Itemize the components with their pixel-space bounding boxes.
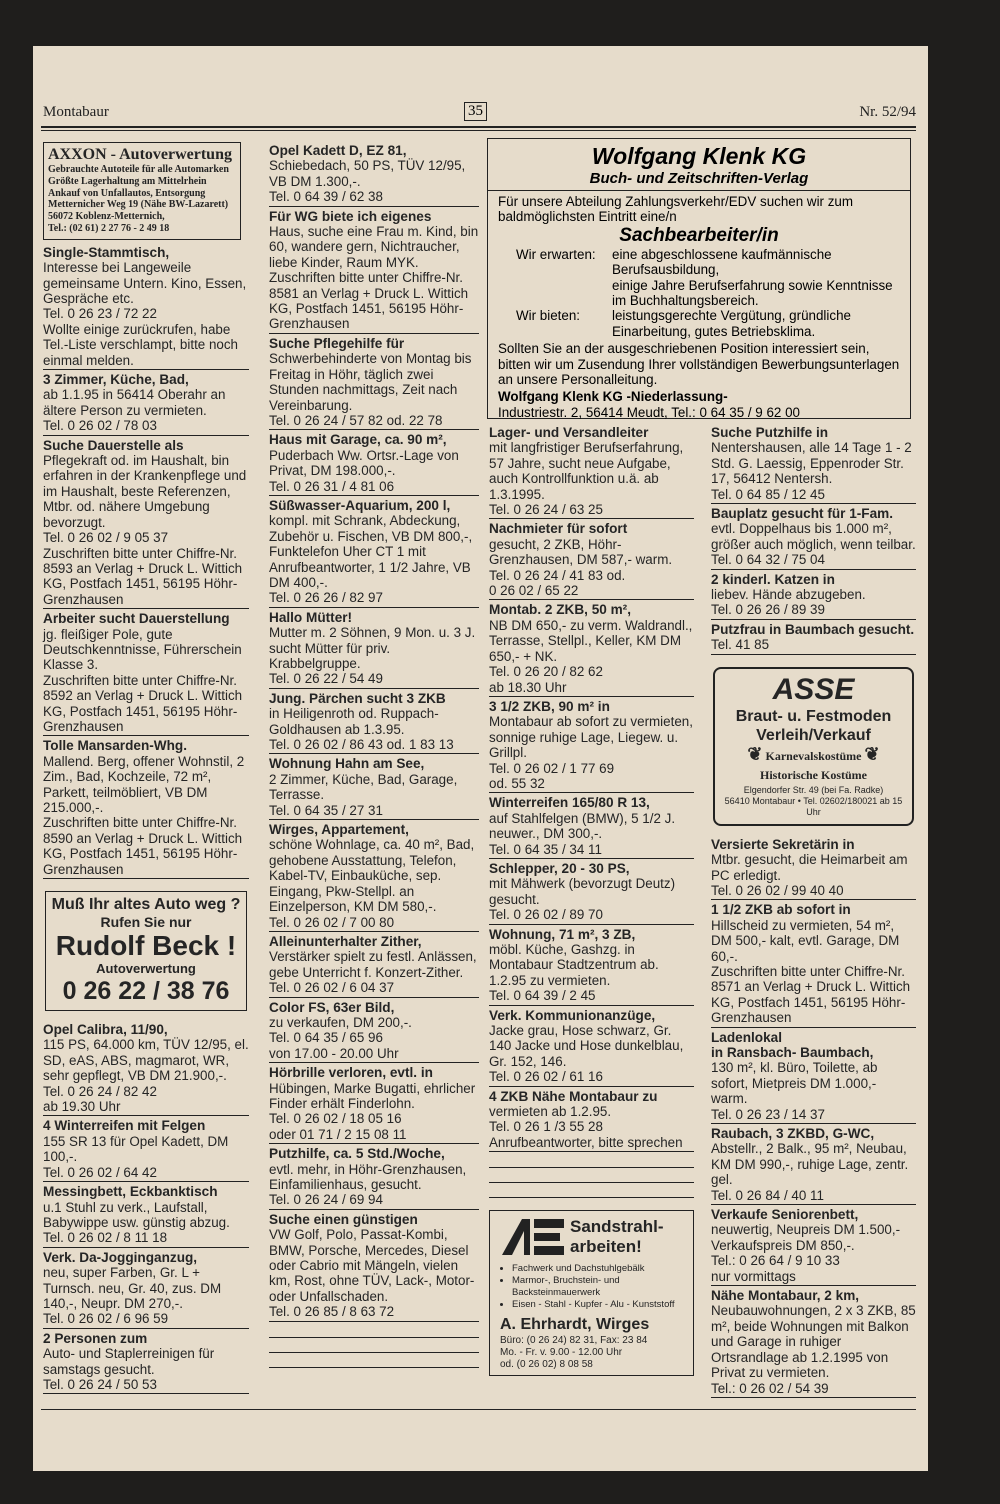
classified-ad	[711, 1125, 916, 1205]
ad-title: 2 Personen zum	[43, 1330, 148, 1346]
ad-body: evtl. Doppelhaus bis 1.000 m², größer auch möglich, wenn teilbar. Tel. 0 64 32 / 75 04	[711, 521, 916, 568]
axxon-title: AXXON - Autoverwertung	[48, 146, 232, 163]
ad-body: VW Golf, Polo, Passat-Kombi, BMW, Porsche, Mercedes, Diesel oder Cabrio mit Mängeln, vielen km, Rost, ohne TÜV, Lack-, Motor- oder Unfallschaden. Tel. 0 26 85 / 8 63 72	[269, 1227, 475, 1320]
ad-body: schöne Wohnlage, ca. 40 m², Bad, gehobene Ausstattung, Telefon, Kabel-TV, Einbauküche, sep. Eingang, Pkw-Stellpl. an Einzelperson, KM DM 580,-. Tel. 0 26 02 / 7 00 80	[269, 837, 475, 930]
classified-ad	[269, 335, 479, 430]
ad-title: Lager- und Versandleiter	[489, 425, 649, 440]
ad-title: Verkaufe Seniorenbett,	[711, 1207, 859, 1223]
ad-body: 115 PS, 64.000 km, TÜV 12/95, el. SD, eAS, ABS, magmarot, WR, sehr gepflegt, VB DM 21.900,-. Tel. 0 26 24 / 82 42 ab 19.30 Uhr	[43, 1037, 249, 1115]
ad-body: zu verkaufen, DM 200,-. Tel. 0 64 35 / 65 96 von 17.00 - 20.00 Uhr	[269, 1014, 412, 1061]
ad-body: Schiebedach, 50 PS, TÜV 12/95, VB DM 1.300,-. Tel. 0 64 39 / 62 38	[269, 158, 466, 205]
header-rule	[41, 126, 916, 128]
klenk-offer-row	[488, 308, 910, 339]
ad-title: Arbeiter sucht Dauerstellung	[43, 611, 230, 627]
ad-body: kompl. mit Schrank, Abdeckung, Zubehör u. Fischen, VB DM 800,-, Funktelefon Uher CT 1 mit Anrufbeantworter, 1 1/2 Jahre, VB DM 400,-. Tel. 0 26 26 / 82 97	[269, 513, 473, 606]
asse-costumes	[719, 745, 908, 766]
ad-title: 3 1/2 ZKB, 90 m² in	[489, 698, 610, 714]
ad-title: Wohnung Hahn am See,	[269, 756, 425, 772]
ad-body: vermieten ab 1.2.95. Tel. 0 26 1 /3 55 28 Anrufbeantworter, bitte sprechen	[489, 1104, 683, 1150]
classified-ad	[269, 208, 479, 334]
sandstrahl-ad	[489, 1210, 694, 1376]
classified-ad	[43, 610, 249, 736]
beck-line1: Muß Ihr altes Auto weg ?	[51, 896, 241, 914]
issue-number: Nr. 52/94	[859, 104, 916, 120]
classified-ad	[711, 901, 916, 1027]
ad-body: gesucht, 2 ZKB, Höhr-Grenzhausen, DM 587,- warm. Tel. 0 26 24 / 41 83 od. 0 26 02 / 65 22	[489, 536, 673, 599]
ad-title: Montab. 2 ZKB, 50 m²,	[489, 602, 631, 618]
ad-title: Suche einen günstigen	[269, 1211, 418, 1227]
classified-ad	[489, 794, 694, 859]
classified-ad	[43, 1183, 249, 1248]
rose-icon: ❦	[747, 743, 763, 764]
ad-body: Schwerbehinderte von Montag bis Freitag in Höhr, täglich zwei Stunden nachmittags, Zeit nach Vereinbarung. Tel. 0 26 24 / 57 82 od. 22 78	[269, 351, 472, 428]
ad-title: Jung. Pärchen sucht 3 ZKB	[269, 690, 446, 706]
column-3	[489, 424, 694, 1376]
sandstrahl-header	[500, 1217, 683, 1257]
ad-title: Tolle Mansarden-Whg.	[43, 738, 187, 754]
classified-ad	[489, 1088, 694, 1153]
beck-name: Rudolf Beck !	[55, 930, 237, 962]
classified-ad	[269, 755, 479, 820]
classified-ad	[489, 424, 694, 519]
classified-ad	[711, 505, 916, 570]
blank-line	[269, 1323, 479, 1338]
asse-phone: 56410 Montabaur • Tel. 02602/180021 ab 15 Uhr	[724, 795, 903, 817]
newspaper-page	[33, 46, 928, 1471]
classified-ad	[269, 1211, 479, 1322]
classified-ad	[489, 926, 694, 1006]
classified-ad	[711, 1287, 916, 1398]
ad-title: 4 ZKB Nähe Montabaur zu	[489, 1088, 658, 1104]
ad-title: 2 kinderl. Katzen in	[711, 571, 835, 587]
ae-logo-icon	[500, 1217, 570, 1257]
ad-body: neuwertig, Neupreis DM 1.500,-Verkaufspreis DM 850,-. Tel.: 0 26 64 / 9 10 33 nur vormittags	[711, 1222, 901, 1284]
classified-ad	[711, 424, 916, 504]
ad-title: 4 Winterreifen mit Felgen	[43, 1118, 206, 1134]
klenk-firm: Wolfgang Klenk KG -Niederlassung-	[498, 389, 728, 405]
ad-body: 155 SR 13 für Opel Kadett, DM 100,-. Tel. 0 26 02 / 64 42	[43, 1133, 229, 1180]
ad-body: in Heiligenroth od. Ruppach-Goldhausen ab 1.3.95. Tel. 0 26 02 / 86 43 od. 1 83 13	[269, 706, 454, 753]
classified-ad	[711, 1029, 916, 1124]
list-item: • Marmor-, Bruchstein- und Backsteinmauerwerk	[512, 1275, 683, 1299]
list-item: • Eisen - Stahl - Kupfer - Alu - Kunststoff	[512, 1299, 683, 1311]
classified-ad	[269, 431, 479, 496]
classified-ad	[43, 1117, 249, 1182]
sandstrahl-list	[500, 1263, 683, 1311]
ad-body: Mallend. Berg, offener Wohnstil, 2 Zim., Bad, Kochzeile, 72 m², Parkett, teilmöbliert, VB DM 215.000,-. Zuschriften bitte unter Chiffre-Nr. 8590 an Verlag + Druck L. Wittich KG, Postfach 1451, 56195 Höhr-Grenzhausen	[43, 753, 245, 877]
ad-body: Hillscheid zu vermieten, 54 m², DM 500,- kalt, evtl. Garage, DM 60,-. Zuschriften bitte unter Chiffre-Nr. 8571 an Verlag + Druck L. Wittich KG, Postfach 1451, 56195 Höhr-Grenzhausen	[711, 917, 911, 1026]
header-town: Montabaur	[43, 104, 109, 120]
ad-title: Ladenlokal in Ransbach- Baumbach,	[711, 1029, 874, 1060]
asse-line2: Verleih/Verkauf	[756, 726, 871, 744]
klenk-subtitle: Buch- und Zeitschriften-Verlag	[488, 170, 910, 191]
ad-title: Bauplatz gesucht für 1-Fam.	[711, 506, 894, 522]
ad-title: Hörbrille verloren, evtl. in	[269, 1065, 433, 1081]
classified-ad	[269, 609, 479, 689]
classified-ad	[711, 836, 916, 901]
ad-title: 3 Zimmer, Küche, Bad,	[43, 372, 189, 388]
ad-body: Auto- und Staplerreinigen für samstags gesucht. Tel. 0 26 24 / 50 53	[43, 1346, 215, 1392]
classified-ad	[489, 1007, 694, 1087]
ad-title: Messingbett, Eckbanktisch	[43, 1184, 218, 1200]
klenk-offer-label: Wir bieten:	[516, 308, 580, 324]
ad-body: Abstellr., 2 Balk., 95 m², Neubau, KM DM 990,-, ruhige Lage, zentr. gel. Tel. 0 26 84 / 40 11	[711, 1141, 909, 1203]
ad-title: Süßwasser-Aquarium, 200 l,	[269, 497, 451, 513]
ad-title: Hallo Mütter!	[269, 609, 353, 625]
rose-icon: ❦	[864, 743, 880, 764]
ad-body: Mtbr. gesucht, die Heimarbeit am PC erledigt. Tel. 0 26 02 / 99 40 40	[711, 852, 908, 898]
ad-body: Jacke grau, Hose schwarz, Gr. 140 Jacke und Hose dunkelblau, Gr. 152, 146. Tel. 0 26 02 / 61 16	[489, 1023, 684, 1085]
beck-ad	[45, 891, 247, 1011]
ad-body: 130 m², kl. Büro, Toilette, ab sofort, Mietpreis DM 1.000,- warm. Tel. 0 26 23 / 14 37	[711, 1060, 878, 1122]
classified-ad	[43, 371, 249, 436]
ad-body: Nentershausen, alle 14 Tage 1 - 2 Std. G. Laessig, Eppenroder Str. 17, 56412 Nentersh. Tel. 0 64 85 / 12 45	[711, 440, 912, 502]
ad-body: Pflegekraft od. im Haushalt, bin erfahren in der Krankenpflege und im Haushalt, beste Referenzen, Mtbr. od. nähere Umgebung bevorzugt. Tel. 0 26 02 / 9 05 37 Zuschriften bitte unter Chiffre-Nr. 8593 an Verlag + Druck L. Wittich KG, Postfach 1451, 56195 Höhr-Grenzhausen	[43, 453, 247, 607]
ad-body: mit langfristiger Berufserfahrung, 57 Jahre, sucht neue Aufgabe, auch Kontrollfunktion u.ä. ab 1.3.1995. Tel. 0 26 24 / 63 25	[489, 440, 684, 518]
classified-ad	[43, 437, 249, 609]
ad-title: Wohnung, 71 m², 3 ZB,	[489, 926, 636, 942]
classified-ad	[489, 860, 694, 925]
classified-ad	[269, 933, 479, 998]
classified-ad	[711, 571, 916, 620]
ad-body: jg. fleißiger Pole, gute Deutschkenntnisse, Führerschein Klasse 3. Zuschriften bitte unter Chiffre-Nr. 8592 an Verlag + Druck L. Wittich KG, Postfach 1451, 56195 Höhr-Grenzhausen	[43, 626, 243, 734]
classified-ad	[711, 621, 916, 655]
classified-ad	[269, 142, 479, 207]
ad-title: Opel Kadett D, EZ 81,	[269, 143, 407, 158]
asse-line3: Karnevalskostüme	[765, 748, 862, 763]
ad-body: evtl. mehr, in Höhr-Grenzhausen, Einfamilienhaus, gesucht. Tel. 0 26 24 / 69 94	[269, 1161, 467, 1208]
ad-title: Haus mit Garage, ca. 90 m²,	[269, 432, 447, 448]
ad-body: mit Mähwerk (bevorzugt Deutz) gesucht. Tel. 0 26 02 / 89 70	[489, 876, 676, 923]
ad-title: Putzhilfe, ca. 5 Std./Woche,	[269, 1146, 445, 1162]
column-1	[43, 142, 249, 1395]
ad-title: Wirges, Appartement,	[269, 822, 409, 838]
blank-line	[489, 1183, 694, 1198]
beck-phone: 0 26 22 / 38 76	[62, 977, 230, 1006]
ad-body: u.1 Stuhl zu verk., Laufstall, Babywippe usw. günstig abzug. Tel. 0 26 02 / 8 11 18	[43, 1199, 230, 1246]
asse-title: ASSE	[772, 672, 855, 706]
blank-line	[489, 1168, 694, 1183]
ad-body: Montabaur ab sofort zu vermieten, sonnige ruhige Lage, Liegew. u. Grillpl. Tel. 0 26 02 / 1 77 69 od. 55 32	[489, 714, 693, 791]
ad-body: Interesse bei Langeweile gemeinsame Untern. Kino, Essen, Gespräche etc. Tel. 0 26 23 / 72 22 Wollte einige zurückrufen, habe Tel.-Liste verschlampt, bitte noch einmal melden.	[43, 260, 247, 368]
column-2	[269, 142, 479, 1368]
ad-title: 1 1/2 ZKB ab sofort in	[711, 902, 851, 918]
classified-ad	[269, 497, 479, 608]
klenk-position: Sachbearbeiter/in	[619, 224, 779, 246]
ad-body: NB DM 650,- zu verm. Waldrandl., Terrasse, Stellpl., Keller, KM DM 650,- + NK. Tel. 0 26 20 / 82 62 ab 18.30 Uhr	[489, 617, 693, 695]
klenk-offer: leistungsgerechte Vergütung, gründliche Einarbeitung, gutes Betriebsklima.	[612, 308, 851, 339]
ad-title: Suche Dauerstelle als	[43, 437, 184, 453]
ad-title: Für WG biete ich eigenes	[269, 208, 432, 224]
ad-title: Nachmieter für sofort	[489, 521, 628, 537]
asse-line1: Braut- u. Festmoden	[735, 707, 892, 725]
ad-body: Puderbach Ww. Ortsr.-Lage von Privat, DM 198.000,-. Tel. 0 26 31 / 4 81 06	[269, 447, 459, 494]
blank-line	[269, 1353, 479, 1368]
klenk-expect-label: Wir erwarten:	[516, 246, 596, 262]
klenk-intro: Für unsere Abteilung Zahlungsverkehr/EDV suchen wir zum baldmöglichsten Eintritt eine/n	[498, 194, 854, 225]
axxon-ad	[43, 142, 241, 240]
ad-title: Schlepper, 20 - 30 PS,	[489, 860, 630, 876]
ad-title: Suche Pflegehilfe für	[269, 335, 405, 351]
ad-body: auf Stahlfelgen (BMW), 5 1/2 J. neuwer., DM 300,-. Tel. 0 64 35 / 34 11	[489, 810, 676, 857]
sandstrahl-title: Sandstrahl- arbeiten!	[570, 1217, 664, 1257]
ad-body: neu, super Farben, Gr. L + Turnsch. neu, Gr. 40, zus. DM 140,-, Neupr. DM 270,-. Tel. 0 26 02 / 6 96 59	[43, 1265, 222, 1327]
ad-body: Neubauwohnungen, 2 x 3 ZKB, 85 m², beide Wohnungen mit Balkon und Garage in ruhiger Ortsrandlage ab 1.2.1995 von Privat zu vermieten. Tel.: 0 26 02 / 54 39	[711, 1303, 916, 1396]
classified-ad	[43, 1330, 249, 1395]
klenk-address: Industriestr. 2, 56414 Meudt, Tel.: 0 64 35 / 9 62 00	[498, 404, 800, 420]
ad-title: Winterreifen 165/80 R 13,	[489, 795, 650, 811]
ad-body: Haus, suche eine Frau m. Kind, bin 60, wandere gern, Nichtraucher, liebe Kinder, Raum MYK. Zuschriften bitte unter Chiffre-Nr. 8581 an Verlag + Druck L. Wittich KG, Postfach 1451, 56195 Höhr-Grenzhausen	[269, 224, 479, 332]
classified-ad	[489, 601, 694, 696]
ad-body: möbl. Küche, Gashzg. in Montabaur Stadtzentrum ab. 1.2.95 zu vermieten. Tel. 0 64 39 / 2 45	[489, 942, 659, 1004]
classified-ad	[43, 244, 249, 370]
klenk-expect: eine abgeschlossene kaufmännische Berufsausbildung, einige Jahre Berufserfahrung sowie Kenntnisse im Buchhaltungsbereich.	[612, 246, 893, 309]
ad-title: Suche Putzhilfe in	[711, 425, 829, 440]
beck-line4: Autoverwertung	[96, 961, 196, 977]
page-number: 35	[464, 102, 487, 121]
ad-body: Verstärker spielt zu festl. Anlässen, gebe Unterricht f. Konzert-Zither. Tel. 0 26 02 / 6 04 37	[269, 949, 477, 996]
column-4	[711, 424, 916, 1399]
classified-ad	[43, 737, 249, 879]
classified-ad	[43, 1021, 249, 1116]
classified-ad	[269, 1064, 479, 1144]
footer-rule	[41, 1409, 916, 1410]
classified-ad	[489, 520, 694, 600]
classified-ad	[269, 1145, 479, 1210]
ad-title: Alleinunterhalter Zither,	[269, 933, 422, 949]
ad-body: Hübingen, Marke Bugatti, ehrlicher Finder erhält Finderlohn. Tel. 0 26 02 / 18 05 16 oder 01 71 / 2 15 08 11	[269, 1080, 476, 1142]
classified-ad	[269, 690, 479, 755]
beck-line2: Rufen Sie nur	[100, 914, 192, 931]
asse-line4: Historische Kostüme	[760, 767, 867, 782]
blank-line	[489, 1153, 694, 1168]
classified-ad	[711, 1206, 916, 1286]
classified-ad	[489, 698, 694, 793]
klenk-closing: Sollten Sie an der ausgeschriebenen Position interessiert sein, bitten wir um Zusendung Ihrer vollständigen Bewerbungsunterlagen an unsere Personalleitung.	[498, 341, 900, 388]
blank-line	[269, 1338, 479, 1353]
asse-address: Elgendorfer Str. 49 (bei Fa. Radke)	[743, 784, 884, 795]
asse-ad	[713, 667, 914, 826]
ad-title: Versierte Sekretärin in	[711, 836, 855, 852]
ad-title: Color FS, 63er Bild,	[269, 999, 395, 1015]
sandstrahl-contact: Büro: (0 26 24) 82 31, Fax: 23 84 Mo. - Fr. v. 9.00 - 12.00 Uhr od. (0 26 02) 8 08 58	[500, 1335, 648, 1371]
ad-title: Raubach, 3 ZKBD, G-WC,	[711, 1126, 875, 1141]
classified-ad	[43, 1249, 249, 1329]
klenk-job-ad	[487, 138, 911, 419]
axxon-body: Gebrauchte Autoteile für alle Automarken Größte Lagerhaltung am Mittelrhein Ankauf von Unfallautos, Entsorgung Metternicher Weg 19 (Nähe BW-Lazarett) 56072 Koblenz-Metternich, Tel.: (02 61) 2 27 76 - 2 49 18	[48, 164, 229, 234]
header-rule-thin	[41, 130, 916, 131]
ad-body: Mutter m. 2 Söhnen, 9 Mon. u. 3 J. sucht Mütter für priv. Krabbelgruppe. Tel. 0 26 22 / 54 49	[269, 625, 476, 687]
ad-title: Verk. Da-Jogginganzug,	[43, 1249, 198, 1265]
ad-title: Putzfrau in Baumbach gesucht.	[711, 621, 915, 637]
classified-ad	[269, 821, 479, 932]
ad-body: Tel. 41 85	[711, 637, 770, 653]
ad-body: ab 1.1.95 in 56414 Oberahr an ältere Person zu vermieten. Tel. 0 26 02 / 78 03	[43, 387, 226, 434]
ad-body: 2 Zimmer, Küche, Bad, Garage, Terrasse. Tel. 0 64 35 / 27 31	[269, 771, 458, 818]
ad-title: Single-Stammtisch,	[43, 244, 170, 260]
classified-ad	[269, 999, 479, 1064]
ad-title: Verk. Kommunionanzüge,	[489, 1007, 656, 1023]
ad-body: liebev. Hände abzugeben. Tel. 0 26 26 / 89 39	[711, 587, 866, 618]
ad-title: Opel Calibra, 11/90,	[43, 1022, 168, 1038]
sandstrahl-name: A. Ehrhardt, Wirges	[500, 1316, 650, 1334]
klenk-company: Wolfgang Klenk KG	[591, 143, 807, 169]
klenk-expect-row	[488, 247, 910, 309]
ad-title: Nähe Montabaur, 2 km,	[711, 1288, 860, 1304]
list-item: • Fachwerk und Dachstuhlgebälk	[512, 1263, 683, 1275]
